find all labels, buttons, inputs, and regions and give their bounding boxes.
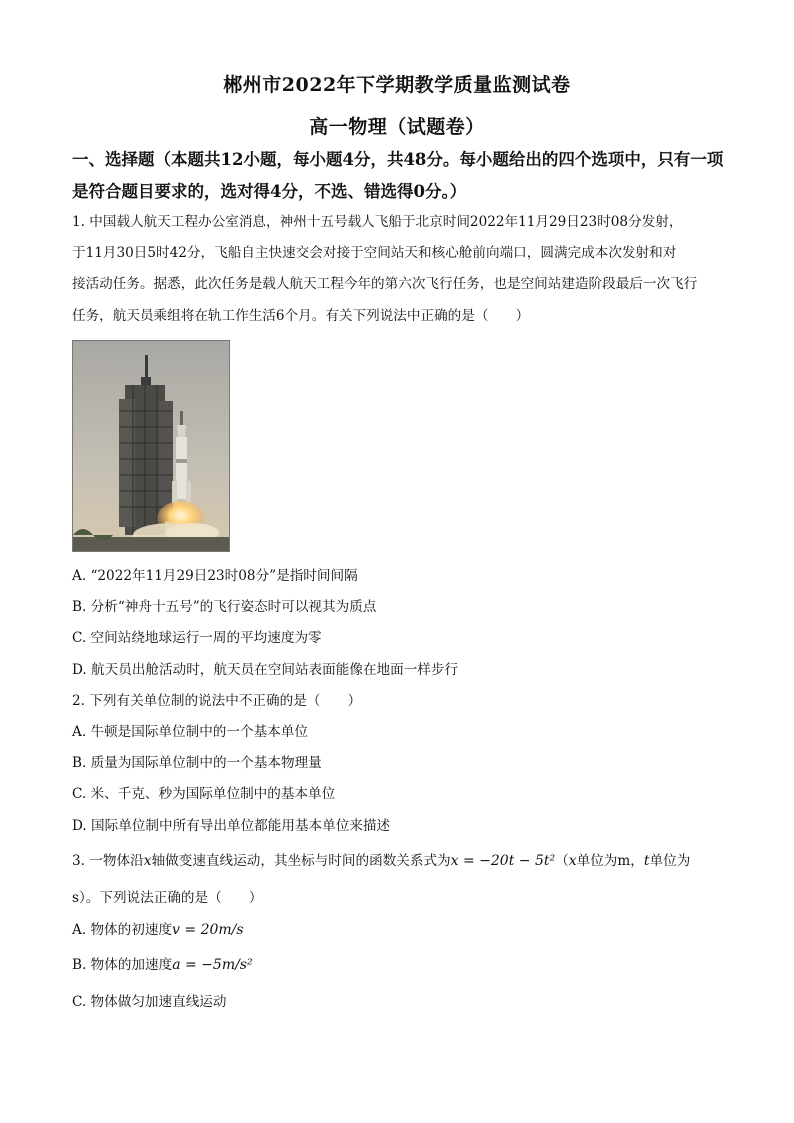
q2-option-d: D. 国际单位制中所有导出单位都能用基本单位来描述 xyxy=(72,818,391,834)
q2-stem: 2. 下列有关单位制的说法中不正确的是（ ） xyxy=(72,693,362,709)
q3-option-a: A. 物体的初速度v = 20m/s xyxy=(72,922,244,938)
q1-option-c: C. 空间站绕地球运行一周的平均速度为零 xyxy=(72,630,322,646)
rocket-launch-photo xyxy=(72,340,230,552)
q3-option-b: B. 物体的加速度a = −5m/s² xyxy=(72,957,253,973)
q1-stem-line: 任务，航天员乘组将在轨工作生活6个月。有关下列说法中正确的是（ ） xyxy=(72,308,530,324)
q1-option-d: D. 航天员出舱活动时，航天员在空间站表面能像在地面一样步行 xyxy=(72,662,459,678)
section-heading-line2: 是符合题目要求的，选对得4分，不选、错选得0分。） xyxy=(72,182,467,201)
q2-option-a: A. 牛顿是国际单位制中的一个基本单位 xyxy=(72,724,308,740)
q3-stem-line2: s）。下列说法正确的是（ ） xyxy=(72,890,263,906)
q3-option-c: C. 物体做匀加速直线运动 xyxy=(72,994,227,1010)
q2-option-b: B. 质量为国际单位制中的一个基本物理量 xyxy=(72,755,322,771)
exam-subtitle: 高一物理（试题卷） xyxy=(309,116,485,138)
q2-option-c: C. 米、千克、秒为国际单位制中的基本单位 xyxy=(72,786,336,802)
exam-title: 郴州市2022年下学期教学质量监测试卷 xyxy=(223,74,571,96)
q1-stem-line: 接活动任务。据悉，此次任务是载人航天工程今年的第六次飞行任务，也是空间站建造阶段最后一次飞行 xyxy=(72,276,698,292)
q1-option-a: A. “2022年11月29日23时08分”是指时间间隔 xyxy=(72,568,358,584)
q1-option-b: B. 分析“神舟十五号”的飞行姿态时可以视其为质点 xyxy=(72,599,377,615)
q1-stem-line: 于11月30日5时42分，飞船自主快速交会对接于空间站天和核心舱前向端口，圆满完成本次发射和对 xyxy=(72,245,677,261)
q3-formula: x = −20t − 5t² xyxy=(450,853,556,869)
section-heading-line1: 一、选择题（本题共12小题，每小题4分，共48分。每小题给出的四个选项中，只有一项 xyxy=(72,150,724,169)
q1-stem-line: 1. 中国载人航天工程办公室消息，神州十五号载人飞船于北京时间2022年11月29日23时08分发射， xyxy=(72,214,683,230)
q3-stem-line1: 3. 一物体沿x轴做变速直线运动，其坐标与时间的函数关系式为x = −20t − 5t²（x单位为m，t单位为 xyxy=(72,853,691,869)
